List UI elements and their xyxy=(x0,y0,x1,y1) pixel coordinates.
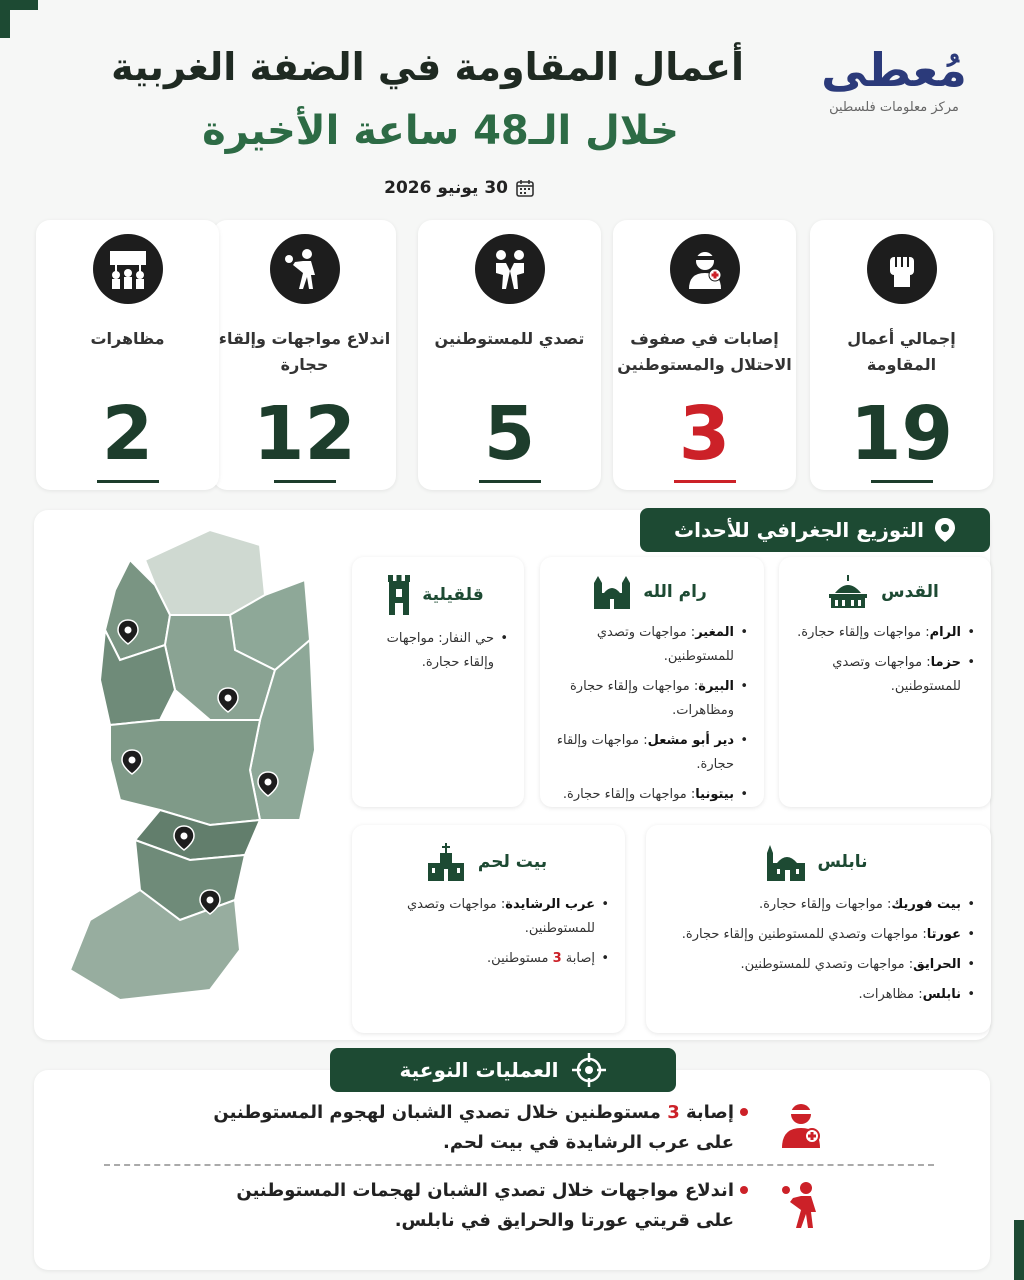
region-title xyxy=(362,843,609,881)
place-name: عرب الرشايدة xyxy=(505,897,595,912)
place-desc: : مواجهات وتصدي للمستوطنين. xyxy=(596,625,734,664)
place-desc: : مواجهات وإلقاء حجارة. xyxy=(758,897,892,912)
stone-throwing-icon xyxy=(270,234,340,304)
place-desc: : مواجهات وإلقاء حجارة ومظاهرات. xyxy=(570,679,734,718)
protest-icon xyxy=(93,234,163,304)
place-name: نابلس xyxy=(922,987,961,1002)
list-item xyxy=(550,675,748,723)
injury-suffix: مستوطنين. xyxy=(487,951,549,966)
ops-heading xyxy=(330,1048,676,1092)
place-desc: : مظاهرات. xyxy=(858,987,923,1002)
stat-value: 12 xyxy=(253,391,356,477)
place-desc: : مواجهات وإلقاء حجارة. xyxy=(797,625,930,640)
stat-card-confront xyxy=(418,220,601,490)
op-prefix: إصابة xyxy=(686,1102,734,1123)
church-mosque-icon xyxy=(591,575,633,609)
date-text: 30 يونيو 2026 xyxy=(384,178,508,198)
injured-person-icon xyxy=(670,234,740,304)
stat-card-protests xyxy=(36,220,219,490)
list-item xyxy=(550,783,748,807)
place-name: عورتا xyxy=(926,927,961,942)
stat-card-clashes xyxy=(213,220,396,490)
geo-heading-text: التوزيع الجغرافي للأحداث xyxy=(674,518,924,542)
page-title: أعمال المقاومة في الضفة الغربية xyxy=(111,45,744,89)
region-title xyxy=(789,575,975,609)
place-desc: : مواجهات وإلقاء حجارة. xyxy=(556,733,734,772)
op-line xyxy=(174,1098,734,1128)
list-item xyxy=(656,923,975,947)
location-pin-icon xyxy=(934,517,956,543)
injured-person-icon xyxy=(776,1100,826,1150)
place-desc: : مواجهات وتصدي للمستوطنين. xyxy=(740,957,914,972)
place-name: حي النفار xyxy=(442,631,494,646)
place-desc: : مواجهات وتصدي للمستوطنين وإلقاء حجارة. xyxy=(681,927,927,942)
target-icon xyxy=(571,1052,607,1088)
op-line: على قريتي عورتا والحرايق في نابلس. xyxy=(394,1210,734,1231)
stat-underline xyxy=(274,480,336,483)
region-title xyxy=(362,575,508,615)
tower-icon xyxy=(386,575,412,615)
ops-heading-text: العمليات النوعية xyxy=(399,1058,559,1082)
stone-throwing-icon xyxy=(778,1180,826,1230)
stat-value: 3 xyxy=(678,391,731,477)
list-item xyxy=(656,893,975,917)
stat-underline xyxy=(97,480,159,483)
region-card-ramallah xyxy=(540,557,764,807)
corner-decoration xyxy=(0,0,38,38)
stat-underline xyxy=(479,480,541,483)
stat-label: اندلاع مواجهات وإلقاء حجارة xyxy=(218,329,391,374)
region-card-quds xyxy=(779,557,991,807)
place-name: حزما xyxy=(930,655,961,670)
mosque-icon xyxy=(763,843,807,881)
stat-card-total xyxy=(810,220,993,490)
place-name: البيرة xyxy=(698,679,734,694)
stat-value: 19 xyxy=(850,391,953,477)
stat-label: مظاهرات xyxy=(90,329,165,348)
bullet-dot xyxy=(740,1186,748,1194)
logo-subtitle: مركز معلومات فلسطين xyxy=(829,100,959,115)
place-name: بيت فوريك xyxy=(891,897,961,912)
list-item xyxy=(550,729,748,777)
region-title xyxy=(550,575,748,609)
region-name: رام الله xyxy=(643,582,707,602)
stat-underline xyxy=(871,480,933,483)
date-line xyxy=(384,178,534,198)
logo xyxy=(794,40,994,115)
list-item xyxy=(656,953,975,977)
confrontation-icon xyxy=(475,234,545,304)
list-item xyxy=(362,893,609,941)
logo-name: مُعطى xyxy=(821,43,967,97)
corner-decoration xyxy=(1014,1220,1024,1280)
bullet-dot xyxy=(740,1108,748,1116)
stat-label: تصدي للمستوطنين xyxy=(434,329,585,348)
list-item xyxy=(789,651,975,699)
region-name: بيت لحم xyxy=(477,852,548,872)
stat-value: 2 xyxy=(101,391,154,477)
stat-value: 5 xyxy=(483,391,536,477)
place-name: المغير xyxy=(695,625,734,640)
op-item-1 xyxy=(174,1098,734,1158)
injury-prefix: إصابة xyxy=(565,951,595,966)
op-line: على عرب الرشايدة في بيت لحم. xyxy=(443,1132,734,1153)
page-subtitle: خلال الـ48 ساعة الأخيرة xyxy=(202,108,679,154)
list-item xyxy=(789,621,975,645)
divider xyxy=(104,1164,934,1166)
stat-underline xyxy=(674,480,736,483)
dome-icon xyxy=(825,575,871,609)
region-card-qalqilya xyxy=(352,557,524,807)
list-item xyxy=(362,947,609,971)
geo-heading xyxy=(640,508,990,552)
region-card-nablus xyxy=(646,825,991,1033)
west-bank-map xyxy=(60,520,330,1010)
place-name: الرام xyxy=(929,625,961,640)
church-icon xyxy=(424,843,468,881)
region-name: قلقيلية xyxy=(422,585,484,605)
injury-count: 3 xyxy=(552,951,562,966)
place-desc: : مواجهات وتصدي للمستوطنين. xyxy=(832,655,961,694)
place-desc: : مواجهات وتصدي للمستوطنين. xyxy=(406,897,595,936)
place-desc: : مواجهات وإلقاء حجارة. xyxy=(386,631,494,670)
place-name: الحرايق xyxy=(913,957,961,972)
stat-card-injuries xyxy=(613,220,796,490)
stat-label: إصابات في صفوف الاحتلال والمستوطنين xyxy=(617,329,792,374)
place-desc: : مواجهات وإلقاء حجارة. xyxy=(562,787,696,802)
place-name: دير أبو مشعل xyxy=(647,733,734,748)
list-item xyxy=(550,621,748,669)
op-text: مستوطنين خلال تصدي الشبان لهجوم المستوطنين xyxy=(213,1102,661,1123)
calendar-icon xyxy=(516,179,534,197)
list-item xyxy=(362,627,508,675)
region-card-bethlehem xyxy=(352,825,625,1033)
place-name: بيتونيا xyxy=(695,787,734,802)
op-line: اندلاع مواجهات خلال تصدي الشبان لهجمات المستوطنين xyxy=(236,1180,734,1201)
region-name: القدس xyxy=(881,582,939,602)
list-item xyxy=(656,983,975,1007)
op-item-2 xyxy=(174,1176,734,1236)
region-title xyxy=(656,843,975,881)
stat-label: إجمالي أعمال المقاومة xyxy=(847,329,956,374)
region-name: نابلس xyxy=(817,852,868,872)
fist-icon xyxy=(867,234,937,304)
op-count: 3 xyxy=(667,1102,680,1123)
